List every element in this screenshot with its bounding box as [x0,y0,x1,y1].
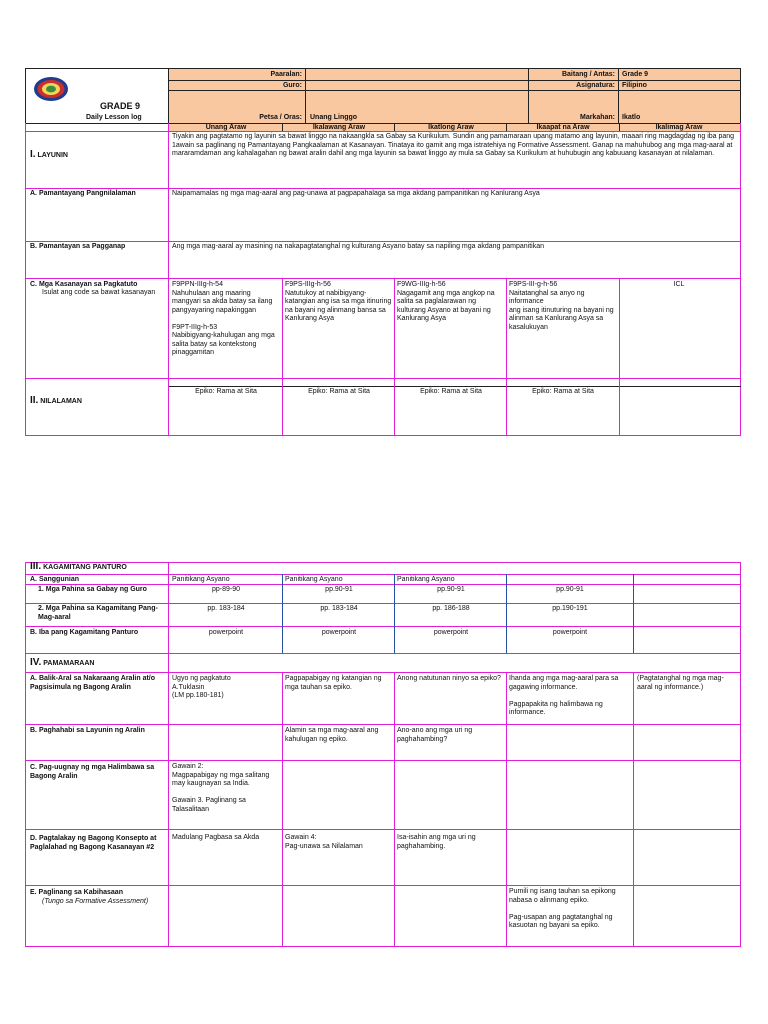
nilalaman-heading: II. NILALAMAN [30,395,82,406]
day-header-1: Unang Araw [205,124,247,131]
layunin-heading: I. LAYUNIN [30,149,68,160]
iba-pang-kagamitan-label: B. Iba pang Kagamitang Panturo [30,629,139,636]
kagamitan-heading: III. KAGAMITANG PANTURO [30,561,127,572]
mag-aaral-cell-2: pp. 183-184 [320,605,358,612]
pamamaraan-a-cell-3: Anong natutunan ninyo sa epiko? [397,675,501,682]
iba-cell-2: powerpoint [321,629,357,636]
pamamaraan-row-b-label: B. Paghahabi sa Layunin ng Aralin [30,727,145,734]
pamamaraan-b-cell-3: Ano-ano ang mga uri ng paghahambing? [397,727,473,743]
day-header-3: Ikatlong Araw [428,124,474,131]
pamamaraan-e-cell-4: Pumili ng isang tauhan sa epikong nabasa o alinmang epiko. Pag-usapan ang pagtatanghal ng kasuotan ng bayani sa epiko. [509,888,616,929]
pamamaraan-d-cell-3: Isa-isahin ang mga uri ng paghahambing. [397,834,476,850]
pamamaraan-a-cell-4: Ihanda ang mga mag-aaral para sa gagawing informance. Pagpapakita ng halimbawa ng informance. [509,675,619,716]
markahan-value: Ikatlo [622,114,641,121]
kasanayan-label: C. Mga Kasanayan sa Pagkatuto [30,281,138,288]
pamamaraan-d-cell-2: Gawain 4: Pag-unawa sa Nilalaman [285,834,363,850]
baitang-label: Baitang / Antas: [561,71,615,78]
mag-aaral-cell-4: pp.190-191 [552,605,588,612]
nilalaman-cell-4: Epiko: Rama at Sita [532,388,594,395]
pamamaraan-d-cell-1: Madulang Pagbasa sa Akda [172,834,260,841]
sanggunian-cell-2: Panitikang Asyano [285,576,343,583]
pamamaraan-row-c-label: C. Pag-uugnay ng mga Halimbawa sa Bagong Aralin [30,764,155,780]
petsa-value: Unang Linggo [310,114,358,121]
pamamaraan-row-e-label: E. Paglinang sa Kabihasaan [30,889,123,896]
markahan-label: Markahan: [579,114,615,121]
sanggunian-cell-1: Panitikang Asyano [172,576,230,583]
iba-cell-1: powerpoint [208,629,244,636]
grade-label: GRADE 9 [100,101,141,111]
pamantayang-pangnilalaman-label: A. Pamantayang Pangnilalaman [30,190,136,197]
pamantayan-pagganap-label: B. Pamantayan sa Pagganap [30,243,126,250]
pamamaraan-b-cell-2: Alamin sa mga mag-aaral ang kahulugan ng epiko. [285,727,379,743]
day-header-4: Ikaapat na Araw [536,124,590,131]
log-label: Daily Lesson log [86,114,142,121]
mag-aaral-cell-1: pp. 183-184 [207,605,245,612]
school-seal-icon [33,76,69,102]
iba-cell-4: powerpoint [552,629,588,636]
gabay-guro-cell-3: pp.90-91 [437,586,465,593]
pamamaraan-row-d-label: D. Pagtalakay ng Bagong Konsepto at Paglalahad ng Bagong Kasanayan #2 [30,835,157,851]
kasanayan-cell-1: F9PPN-IIIg-h-54 Nahuhulaan ang maaring mangyari sa akda batay sa ilang pangyayaring napakinggan F9PT-IIIg-h-53 Nabibigyang-kahulugan ang mga salita batay sa kontekstong pinaggamitan [172,281,275,356]
nilalaman-cell-2: Epiko: Rama at Sita [308,388,370,395]
mag-aaral-cell-3: pp. 186-188 [432,605,470,612]
guro-label: Guro: [282,82,302,89]
gabay-guro-label: 1. Mga Pahina sa Gabay ng Guro [38,586,147,593]
iba-cell-3: powerpoint [433,629,469,636]
pamamaraan-heading: IV. PAMAMARAAN [30,657,95,668]
pamamaraan-a-cell-2: Pagpapabigay ng katangian ng mga tauhan sa epiko. [285,675,382,691]
kasanayan-sub: Isulat ang code sa bawat kasanayan [42,289,156,296]
pamamaraan-a-cell-5: (Pagtatanghal ng mga mag- aaral ng informance.) [637,675,724,691]
kasanayan-cell-5: ICL [673,281,685,288]
pamamaraan-row-e-sub: (Tungo sa Formative Assessment) [42,898,149,905]
kagamitang-mag-aaral-label: 2. Mga Pahina sa Kagamitang Pang- Mag-aaral [38,605,158,621]
pamamaraan-a-cell-1: Ugyo ng pagkatuto A.Tuklasin (LM pp.180-181) [172,675,231,699]
gabay-guro-cell-4: pp.90-91 [556,586,584,593]
kasanayan-cell-3: F9WG-IIIg-h-56 Nagagamit ang mga angkop na salita sa paglalarawan ng kulturang Asyano at bayani ng Kanlurang Asya [397,281,495,322]
layunin-text: Tiyakin ang pagtatamo ng layunin sa bawat linggo na nakaangkla sa Gabay sa Kurikulum. Sundin ang pamamaraan upang matamo ang layunin, maaari ring magdagdag ng iba pang 1awain sa paglinang ng Pamantayang Pangkaalaman at Kasanayan. Tinataya ito gamit ang mga istratehiya ng Formative Assessment. Ganap na mahuhubog ang mga mag-aaral at mararamdaman ang kahalagahan ng bawat aralin dahil ang mga layunin sa bawat linggo ay mula sa Gabay sa Kurikulum at huhubugin ang kabuuang kasanayan at nilalaman. [172,133,735,157]
pamamaraan-row-a-label: A. Balik-Aral sa Nakaraang Aralin at/o Pagsisimula ng Bagong Aralin [30,675,156,691]
day-header-2: Ikalawang Araw [312,124,366,131]
pamantayan-pagganap-text: Ang mga mag-aaral ay masining na nakapagtatanghal ng kulturang Asyano batay sa napiling mga akdang pampanitikan [172,243,545,250]
sanggunian-cell-3: Panitikang Asyano [397,576,455,583]
asignatura-value: Filipino [622,82,647,89]
pamantayang-pangnilalaman-text: Naipamamalas ng mga mag-aaral ang pag-unawa at pagpapahalaga sa mga akdang pampanitikan ng Kanlurang Asya [172,190,540,197]
nilalaman-cell-1: Epiko: Rama at Sita [195,388,257,395]
gabay-guro-cell-2: pp.90-91 [325,586,353,593]
asignatura-label: Asignatura: [576,82,615,89]
nilalaman-cell-3: Epiko: Rama at Sita [420,388,482,395]
baitang-value: Grade 9 [622,71,649,78]
sanggunian-label: A. Sanggunian [30,576,79,583]
pamamaraan-c-cell-1: Gawain 2: Magpapabigay ng mga salitang may kaugnayan sa India. Gawain 3. Paglinang sa Talasalitaan [172,763,270,813]
kasanayan-cell-4: F9PS-III-g-h-56 Naitatanghal sa anyo ng informance ang isang itinuturing na bayani ng alinman sa Kanlurang Asya sa kasalukuyan [509,281,614,331]
day-header-5: Ikalimag Araw [655,124,703,131]
kasanayan-cell-2: F9PS-IIIg-h-56 Natutukoy at nabibigyang- katangian ang isa sa mga itinuring na bayani ng alinmang bansa sa Kanlurang Asya [285,281,392,322]
paaralan-label: Paaralan: [270,71,302,78]
petsa-label: Petsa / Oras: [259,114,302,121]
gabay-guro-cell-1: pp-89-90 [211,586,241,593]
